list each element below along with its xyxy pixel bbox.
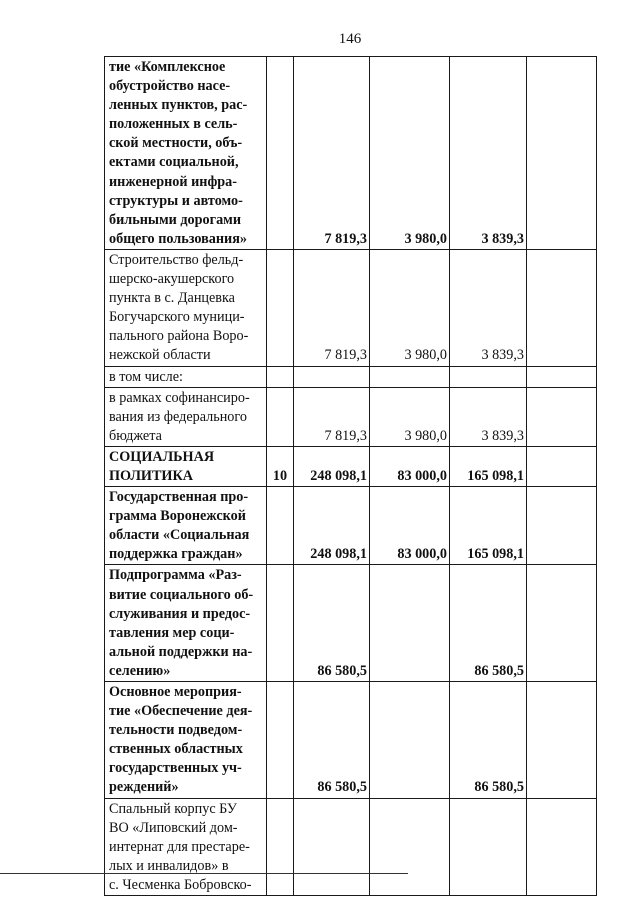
row-code: [267, 798, 294, 895]
row-amount-1: [370, 798, 450, 895]
bottom-divider: [0, 873, 408, 874]
row-code: [267, 487, 294, 565]
row-code: [267, 366, 294, 387]
row-empty-cell: [527, 682, 597, 799]
row-code: [267, 565, 294, 682]
row-name: тие «Комплексное обустройство насе- ленных пунктов, рас- положенных в сель- ской местности, объ- ектами социальной, инженерной инфра- структуры и автомо- бильными дорогами общего пользования»: [105, 57, 267, 250]
row-amount-2: 165 098,1: [450, 446, 527, 486]
row-code: [267, 682, 294, 799]
table-row: [105, 487, 597, 565]
row-code: [267, 249, 294, 366]
row-empty-cell: [527, 446, 597, 486]
table-body: [105, 57, 597, 896]
row-name: СОЦИАЛЬНАЯ ПОЛИТИКА: [105, 446, 267, 486]
page-number: 146: [338, 31, 362, 47]
row-empty-cell: [527, 249, 597, 366]
row-code: 10: [267, 446, 294, 486]
row-empty-cell: [527, 487, 597, 565]
row-amount-1: 3 980,0: [370, 387, 450, 446]
row-code: [267, 387, 294, 446]
table-row: [105, 565, 597, 682]
table-row: [105, 249, 597, 366]
row-total: 248 098,1: [294, 487, 370, 565]
table-row: [105, 798, 597, 895]
row-empty-cell: [527, 565, 597, 682]
row-empty-cell: [527, 57, 597, 250]
row-amount-2: 165 098,1: [450, 487, 527, 565]
row-total: 7 819,3: [294, 249, 370, 366]
table-row: [105, 682, 597, 799]
row-amount-1: 83 000,0: [370, 487, 450, 565]
budget-table: [104, 56, 597, 896]
table-row: [105, 446, 597, 486]
row-total: [294, 798, 370, 895]
row-amount-2: [450, 798, 527, 895]
row-name: Подпрограмма «Раз- витие социального об- служивания и предос- тавления мер соци- альной поддержки на- селению»: [105, 565, 267, 682]
row-total: 248 098,1: [294, 446, 370, 486]
row-name: в рамках софинансиро- вания из федерального бюджета: [105, 387, 267, 446]
row-empty-cell: [527, 798, 597, 895]
table-row: [105, 387, 597, 446]
row-code: [267, 57, 294, 250]
row-amount-1: 3 980,0: [370, 249, 450, 366]
row-amount-2: 3 839,3: [450, 249, 527, 366]
row-name: в том числе:: [105, 366, 267, 387]
row-total: 86 580,5: [294, 682, 370, 799]
row-amount-2: 86 580,5: [450, 565, 527, 682]
row-amount-1: 83 000,0: [370, 446, 450, 486]
row-empty-cell: [527, 387, 597, 446]
row-empty-cell: [527, 366, 597, 387]
row-total: 7 819,3: [294, 57, 370, 250]
row-total: 86 580,5: [294, 565, 370, 682]
row-amount-2: 3 839,3: [450, 57, 527, 250]
row-total: [294, 366, 370, 387]
row-amount-2: 86 580,5: [450, 682, 527, 799]
table-row: [105, 366, 597, 387]
row-amount-1: [370, 565, 450, 682]
row-total: 7 819,3: [294, 387, 370, 446]
row-amount-1: [370, 366, 450, 387]
row-amount-2: [450, 366, 527, 387]
row-amount-2: 3 839,3: [450, 387, 527, 446]
row-name: Спальный корпус БУ ВО «Липовский дом- интернат для престаре- лых и инвалидов» в с. Чесменка Бобровско-: [105, 798, 267, 895]
row-amount-1: [370, 682, 450, 799]
row-name: Строительство фельд- шерско-акушерского пункта в с. Данцевка Богучарского муници- пального района Воро- нежской области: [105, 249, 267, 366]
row-name: Государственная про- грамма Воронежской области «Социальная поддержка граждан»: [105, 487, 267, 565]
row-name: Основное мероприя- тие «Обеспечение дея- тельности подведом- ственных областных государственных уч- реждений»: [105, 682, 267, 799]
row-amount-1: 3 980,0: [370, 57, 450, 250]
table-row: [105, 57, 597, 250]
